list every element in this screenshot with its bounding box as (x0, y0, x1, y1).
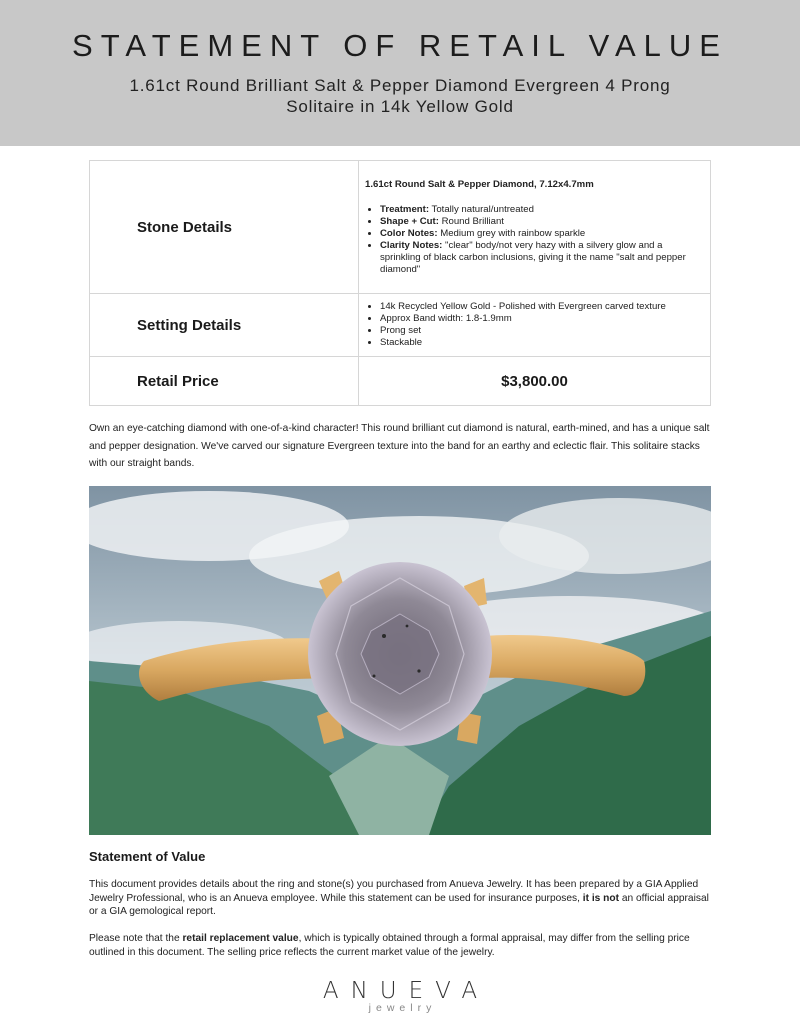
stone-details-label: Stone Details (90, 161, 359, 294)
document-title: STATEMENT OF RETAIL VALUE (72, 28, 728, 63)
setting-attributes-list (365, 301, 686, 349)
list-item: • Shape + Cut: Round Brilliant (380, 216, 686, 228)
retail-price-label: Retail Price (90, 357, 359, 406)
list-item: • Color Notes: Medium grey with rainbow sparkle (380, 228, 686, 240)
list-item: • Prong set (380, 325, 686, 337)
stone-attributes-list (365, 204, 686, 276)
list-item: • Approx Band width: 1.8-1.9mm (380, 313, 686, 325)
product-subtitle: 1.61ct Round Brilliant Salt & Pepper Diamond Evergreen 4 Prong Solitaire in 14k Yellow Gold (129, 76, 671, 116)
list-item: • Treatment: Totally natural/untreated (380, 204, 686, 216)
list-item: • Clarity Notes: "clear" body/not very hazy with a silvery glow and a sprinkling of black carbon inclusions, giving it the name "salt and pepper diamond" (380, 240, 686, 276)
retail-price-value: $3,800.00 (359, 357, 711, 406)
anueva-logo (300, 978, 500, 1014)
statement-of-value-title: Statement of Value (89, 849, 206, 864)
stone-details-row (90, 161, 711, 294)
stone-heading: 1.61ct Round Salt & Pepper Diamond, 7.12x4.7mm (365, 178, 594, 190)
setting-details-label: Setting Details (90, 294, 359, 357)
product-description: Own an eye-catching diamond with one-of-a-kind character! This round brilliant cut diamond is natural, earth-mined, and has a unique salt and pepper designation. We've carved our signature Evergreen texture into the band for an earthy and eclectic flair. This solitaire stacks with our straight bands. (89, 423, 710, 469)
statement-paragraph-2: Please note that the retail replacement value, which is typically obtained through a formal appraisal, may differ from the selling price outlined in this document. The selling price reflects the current market value of the jewelry. (89, 933, 690, 958)
statement-paragraph-1: This document provides details about the ring and stone(s) you purchased from Anueva Jewelry. It has been prepared by a GIA Applied Jewelry Professional, who is an Anueva employee. While this statement can be used for insurance purposes, it is not an official appraisal or a GIA gemological report. (89, 879, 709, 917)
details-table (89, 160, 711, 406)
setting-details-row (90, 294, 711, 357)
logo-tagline: jewelry (368, 1002, 437, 1014)
product-photo (89, 486, 711, 835)
setting-details-value (359, 294, 711, 357)
logo-wordmark: ANUEVA (322, 978, 490, 1004)
header-banner (0, 0, 800, 146)
stone-details-value (359, 161, 711, 294)
list-item: • 14k Recycled Yellow Gold - Polished with Evergreen carved texture (380, 301, 686, 313)
retail-price-row (90, 357, 711, 406)
list-item: • Stackable (380, 337, 686, 349)
